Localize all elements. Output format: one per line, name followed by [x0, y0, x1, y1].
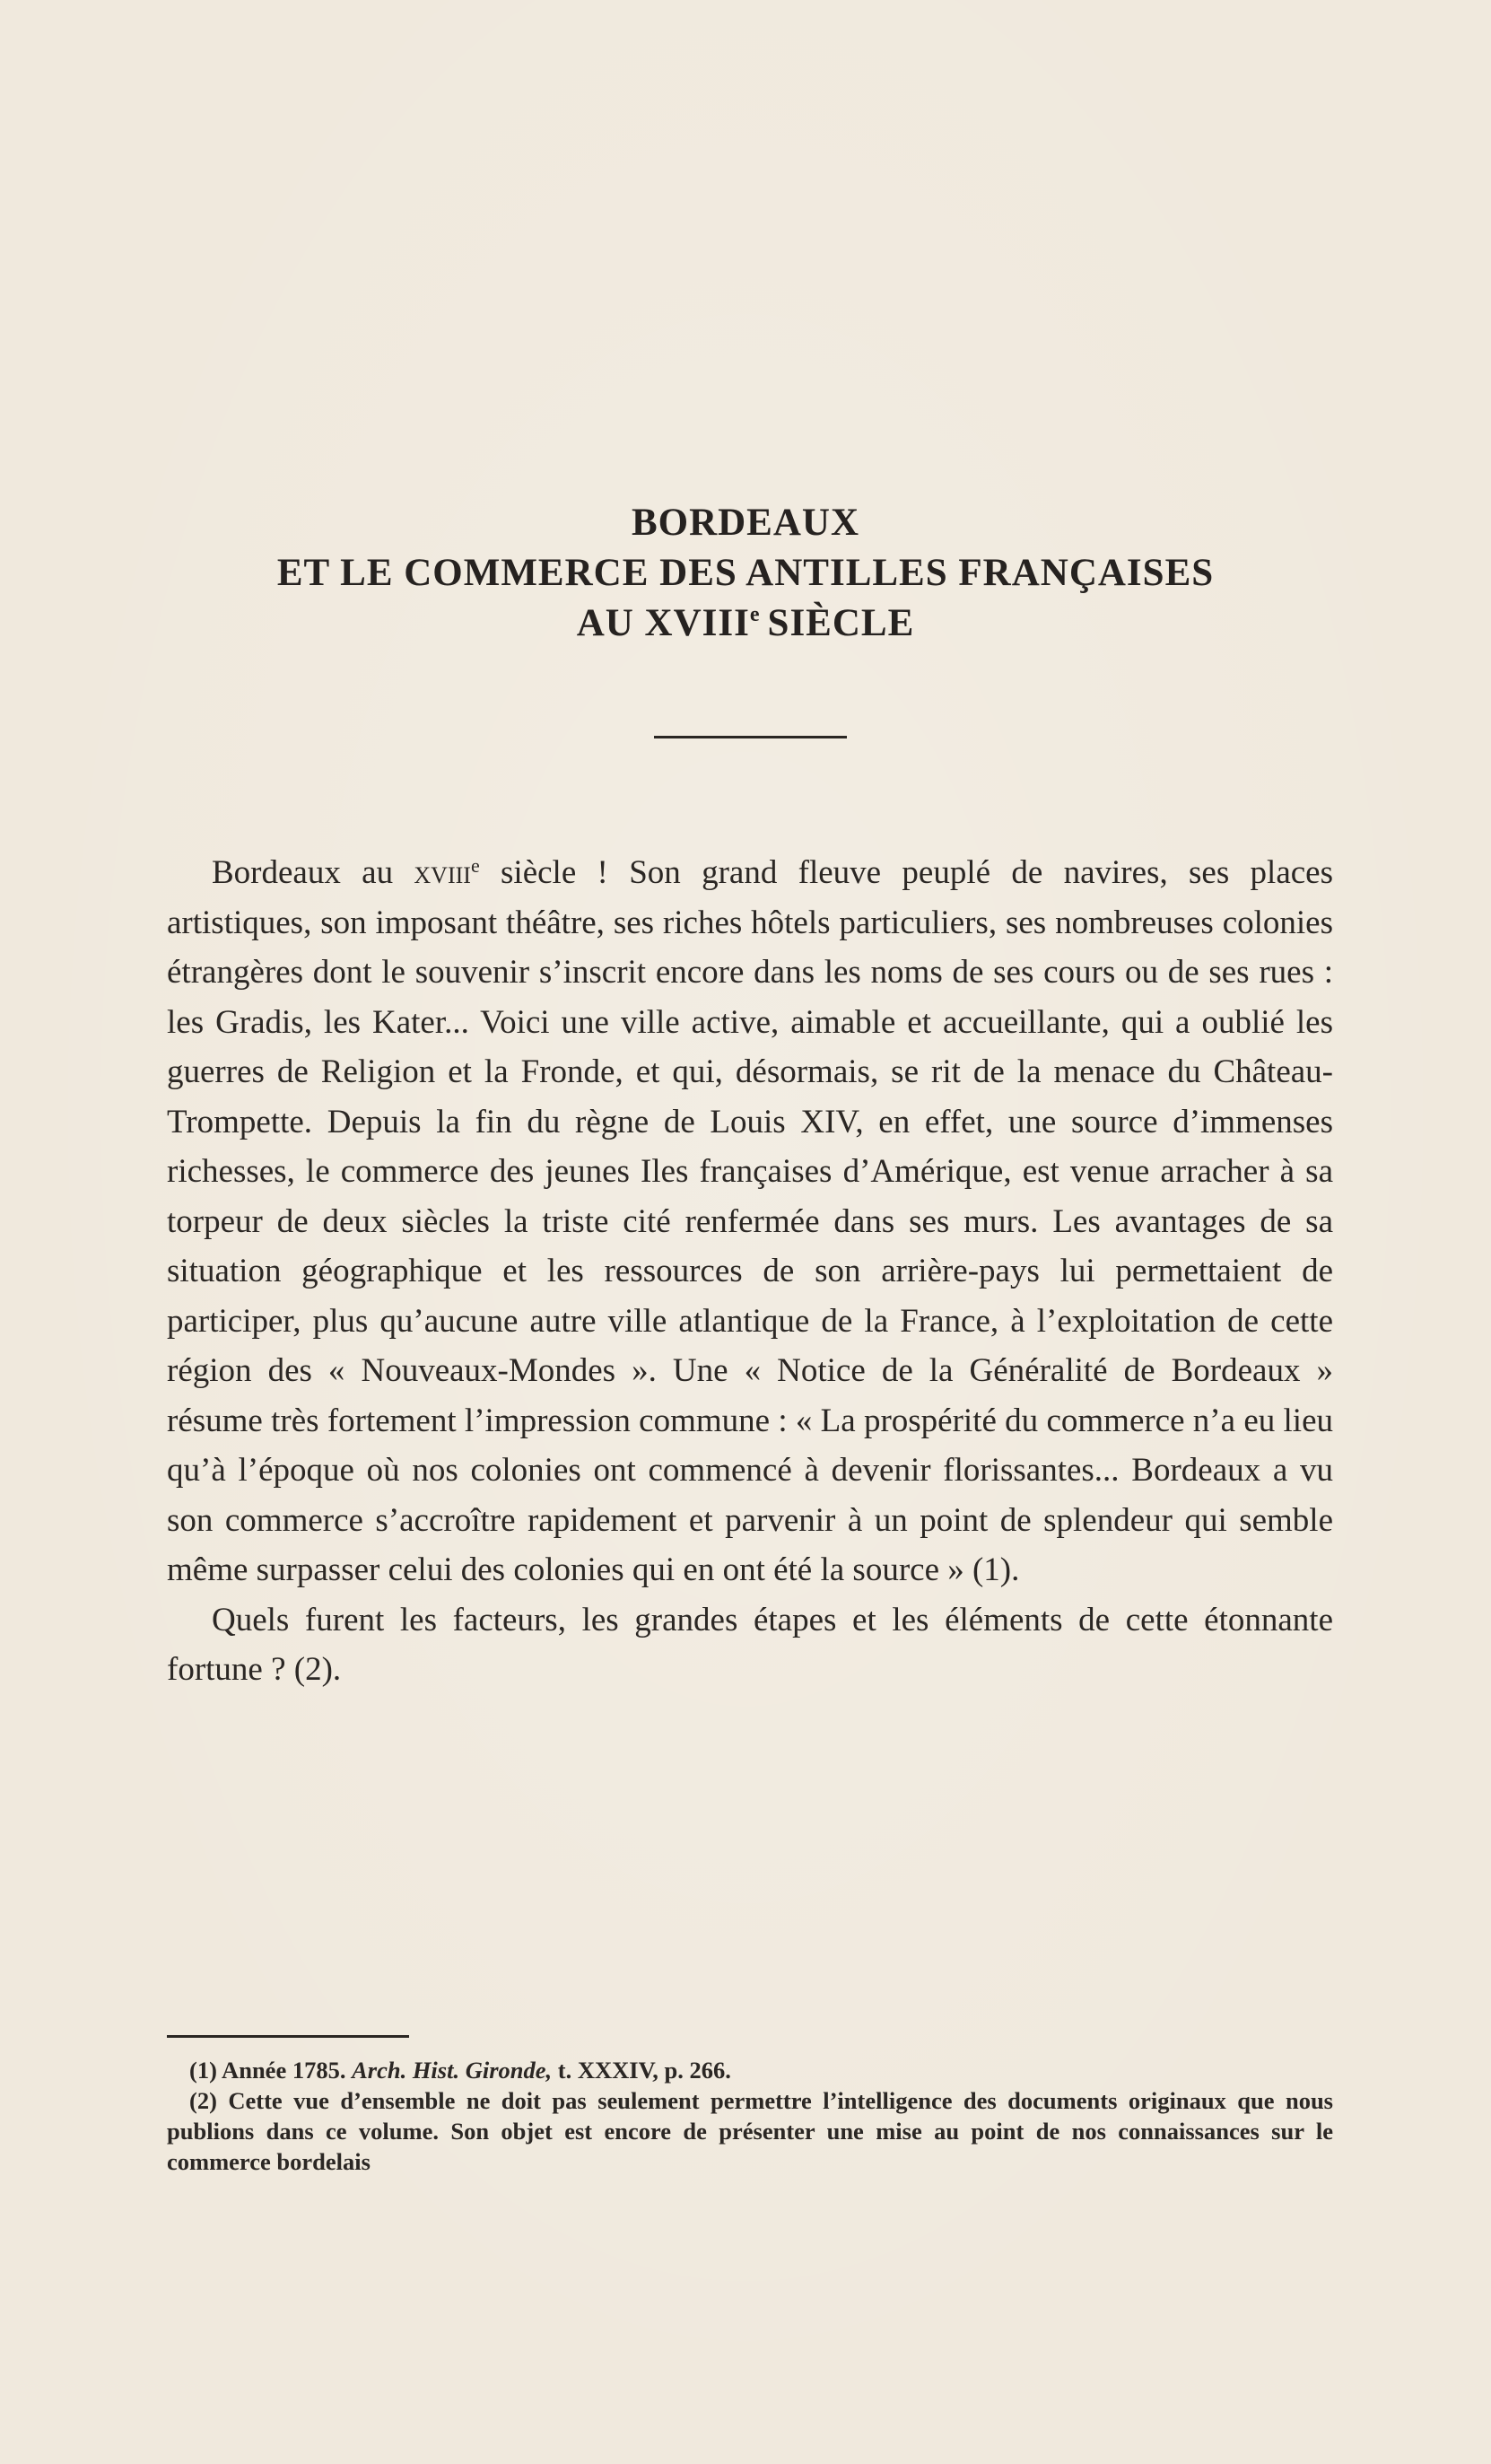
- paragraph-1: [167, 848, 1333, 1595]
- paragraph-1-text: siècle ! Son grand fleuve peuplé de navires, ses places artistiques, son imposant théâtre, ses riches hôtels particuliers, ses nombreuses colonies étrangères dont le souvenir s’inscrit encore dans les noms de ses cours ou de ses rues : les Gradis, les Kater... Voici une ville active, aimable et accueillante, qui a oublié les guerres de Religion et la Fronde, et qui, désormais, se rit de la menace du Château-Trompette. Depuis la fin du règne de Louis XIV, en effet, une source d’immenses richesses, le commerce des jeunes Iles françaises d’Amérique, est venue arracher à sa torpeur de deux siècles la triste cité renfermée dans ses murs. Les avantages de sa situation géographique et les ressources de son arrière-pays lui permettaient de participer, plus qu’aucune autre ville atlantique de la France, à l’exploitation de cette région des « Nouveaux-Mondes ». Une « Notice de la Généralité de Bordeaux » résume très fortement l’impression commune : « La prospérité du commerce n’a eu lieu qu’à l’époque où nos colonies ont commencé à devenir florissantes... Bordeaux a vu son commerce s’accroître rapidement et parvenir à un point de splendeur qui semble même surpasser celui des colonies qui en ont été la source » (1).: [167, 854, 1333, 1588]
- century-numeral: xviii: [414, 854, 471, 891]
- title-line-1: BORDEAUX: [631, 502, 860, 544]
- footnote-divider: [167, 2035, 409, 2038]
- century-superscript: e: [470, 854, 480, 877]
- title-superscript: e: [749, 603, 761, 626]
- title-divider: [654, 736, 847, 738]
- footnote-1-start: (1) Année 1785.: [189, 2057, 353, 2084]
- footnote-1-source: Arch. Hist. Gironde,: [352, 2057, 553, 2084]
- footnotes: [167, 2055, 1333, 2177]
- title-line-3-prefix: AU XVIII: [576, 602, 750, 644]
- chapter-title: [0, 498, 1491, 649]
- body-text: [167, 848, 1333, 1695]
- title-line-3-suffix: SIÈCLE: [767, 602, 915, 644]
- paragraph-1-intro: Bordeaux au: [212, 854, 414, 891]
- paragraph-2: Quels furent les facteurs, les grandes étapes et les éléments de cette étonnante fortune ? (2).: [167, 1601, 1333, 1688]
- title-line-3: [0, 599, 1491, 649]
- footnote-1-end: t. XXXIV, p. 266.: [552, 2057, 731, 2084]
- footnote-2: (2) Cette vue d’ensemble ne doit pas seulement permettre l’intelligence des documents originaux que nous publions dans ce volume. Son objet est encore de présenter une mise au point de nos connaissances sur le commerce bordelais: [167, 2087, 1333, 2175]
- footnote-1: [167, 2055, 1333, 2085]
- title-line-2: ET LE COMMERCE DES ANTILLES FRANÇAISES: [276, 552, 1215, 594]
